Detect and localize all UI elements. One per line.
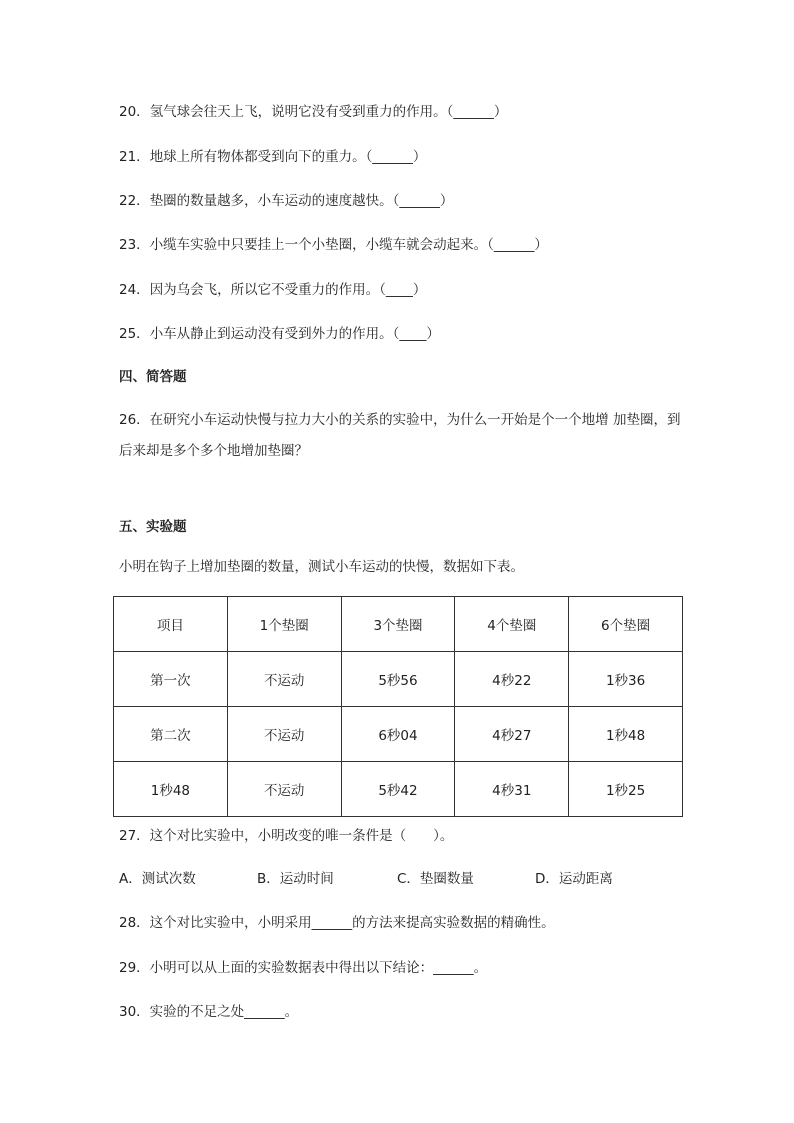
table-cell: 4秒31 [455, 762, 569, 817]
table-cell: 不运动 [227, 707, 341, 762]
table-cell: 第二次 [114, 707, 228, 762]
question-number: 20． [119, 104, 150, 120]
table-cell: 6秒04 [341, 707, 455, 762]
question-text: 因为乌会飞，所以它不受重力的作用。（____） [149, 282, 427, 298]
question-number: 21． [119, 149, 150, 165]
table-header-cell: 1个垫圈 [227, 597, 341, 652]
table-cell: 1秒25 [569, 762, 683, 817]
option-c: C．垫圈数量 [397, 871, 474, 887]
section-heading-short-answer: 四、简答题 [119, 369, 187, 385]
question-27: 27．这个对比实验中，小明改变的唯一条件是（ ）。 [119, 828, 454, 844]
question-30: 30．实验的不足之处______。 [119, 1004, 299, 1020]
question-number: 23． [119, 237, 150, 253]
question-number: 24． [119, 282, 150, 298]
table-cell: 不运动 [227, 652, 341, 707]
table-header-cell: 3个垫圈 [341, 597, 455, 652]
table-header-cell: 项目 [114, 597, 228, 652]
question-28: 28．这个对比实验中，小明采用______的方法来提高实验数据的精确性。 [119, 915, 555, 931]
question-23 [119, 234, 548, 256]
question-26: 26．在研究小车运动快慢与拉力大小的关系的实验中，为什么一开始是个一个地增 加垫圈，到后来却是多个多个地增加垫圈？ [119, 412, 681, 459]
table-cell: 5秒56 [341, 652, 455, 707]
question-25 [119, 323, 440, 345]
question-21 [119, 146, 426, 168]
option-a: A．测试次数 [119, 871, 196, 887]
table-cell: 不运动 [227, 762, 341, 817]
question-text: 氢气球会往天上飞，说明它没有受到重力的作用。（______） [149, 104, 508, 120]
table-cell: 4秒27 [455, 707, 569, 762]
question-text: 地球上所有物体都受到向下的重力。（______） [149, 149, 427, 165]
question-number: 25． [119, 326, 150, 342]
table-cell: 4秒22 [455, 652, 569, 707]
table-cell: 1秒48 [114, 762, 228, 817]
question-text: 小车从静止到运动没有受到外力的作用。（____） [149, 326, 440, 342]
option-b: B．运动时间 [257, 871, 334, 887]
table-cell: 第一次 [114, 652, 228, 707]
question-22 [119, 190, 453, 212]
experiment-intro: 小明在钩子上增加垫圈的数量，测试小车运动的快慢，数据如下表。 [119, 559, 524, 575]
question-27-options [119, 868, 613, 890]
table-row [114, 762, 683, 817]
question-29: 29．小明可以从上面的实验数据表中得出以下结论：______。 [119, 960, 488, 976]
section-heading-experiment: 五、实验题 [119, 519, 187, 535]
option-d: D．运动距离 [535, 871, 613, 887]
question-text: 小缆车实验中只要挂上一个小垫圈，小缆车就会动起来。（______） [149, 237, 548, 253]
table-cell: 1秒48 [569, 707, 683, 762]
table-header-row [114, 597, 683, 652]
question-20 [119, 101, 507, 123]
table-row [114, 652, 683, 707]
table-cell: 1秒36 [569, 652, 683, 707]
table-header-cell: 4个垫圈 [455, 597, 569, 652]
table-row [114, 707, 683, 762]
question-number: 22． [119, 193, 150, 209]
table-header-cell: 6个垫圈 [569, 597, 683, 652]
data-table [113, 596, 683, 817]
question-text: 垫圈的数量越多，小车运动的速度越快。（______） [149, 193, 454, 209]
table-cell: 5秒42 [341, 762, 455, 817]
question-24 [119, 279, 426, 301]
